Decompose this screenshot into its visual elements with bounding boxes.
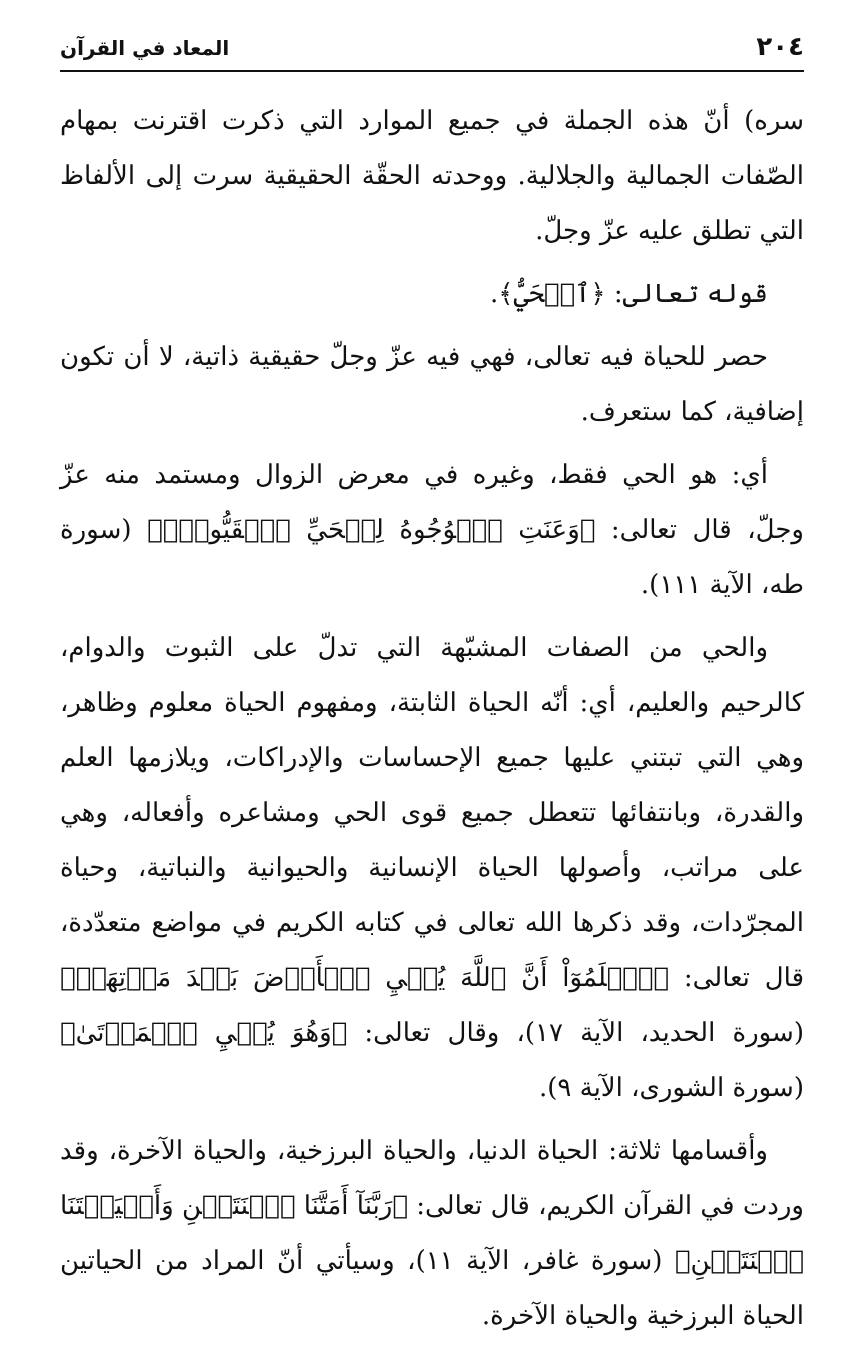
page-header [60,26,804,62]
paragraph: والحي من الصفات المشبّهة التي تدلّ على الثبوت والدوام، كالرحيم والعليم، أي: أنّه الحياة الثابتة، ومفهوم الحياة معلوم وظاهر، وهي التي تبتني عليها جميع الإحساسات والإدراكات، ويلازمها العلم والقدرة، وبانتفائها تتعطل جميع قوى الحي ومشاعره وأفعاله، وهي على مراتب، وأصولها الحياة الإنسانية والحيوانية والنباتية، وحياة المجرّدات، وقد ذكرها الله تعالى في كتابه الكريم في مواضع متعدّدة، قال تعالى: ﴿ٱعۡلَمُوٓاْ أَنَّ ٱللَّهَ يُحۡيِ ٱلۡأَرۡضَ بَعۡدَ مَوۡتِهَاۚ﴾ (سورة الحديد، الآية ١٧)، وقال تعالى: ﴿وَهُوَ يُحۡيِ ٱلۡمَوۡتَىٰ﴾ (سورة الشورى، الآية ٩). [60,633,804,1103]
page-body [60,94,804,1352]
paragraph: حصر للحياة فيه تعالى، فهي فيه عزّ وجلّ حقيقية ذاتية، لا أن تكون إضافية، كما ستعرف. [60,342,804,427]
header-rule [60,70,804,72]
paragraph: وأقسامها ثلاثة: الحياة الدنيا، والحياة البرزخية، والحياة الآخرة، وقد وردت في القرآن الكريم، قال تعالى: ﴿رَبَّنَآ أَمَتَّنَا ٱثۡنَتَيۡنِ وَأَحۡيَيۡتَنَا ٱثۡنَتَيۡنِ﴾ (سورة غافر، الآية ١١)، وسيأتي أنّ المراد من الحياتين الحياة البرزخية والحياة الآخرة. [60,1136,804,1331]
paragraph: سره) أنّ هذه الجملة في جميع الموارد التي ذكرت اقترنت بمهام الصّفات الجمالية والجلالية. ووحدته الحقّة الحقيقية سرت إلى الألفاظ التي تطلق عليه عزّ وجلّ. [60,106,804,246]
paragraph: قوله تعالى: ﴿ٱلۡحَيُّ﴾. [489,279,768,309]
running-title: المعاد في القرآن [60,36,230,60]
paragraph: أي: هو الحي فقط، وغيره في معرض الزوال ومستمد منه عزّ وجلّ، قال تعالى: ﴿وَعَنَتِ ٱلۡوُجُوهُ لِلۡحَيِّ ٱلۡقَيُّومِۖ﴾ (سورة طه، الآية ١١١). [60,460,804,600]
page-number: ٢٠٤ [756,32,804,62]
